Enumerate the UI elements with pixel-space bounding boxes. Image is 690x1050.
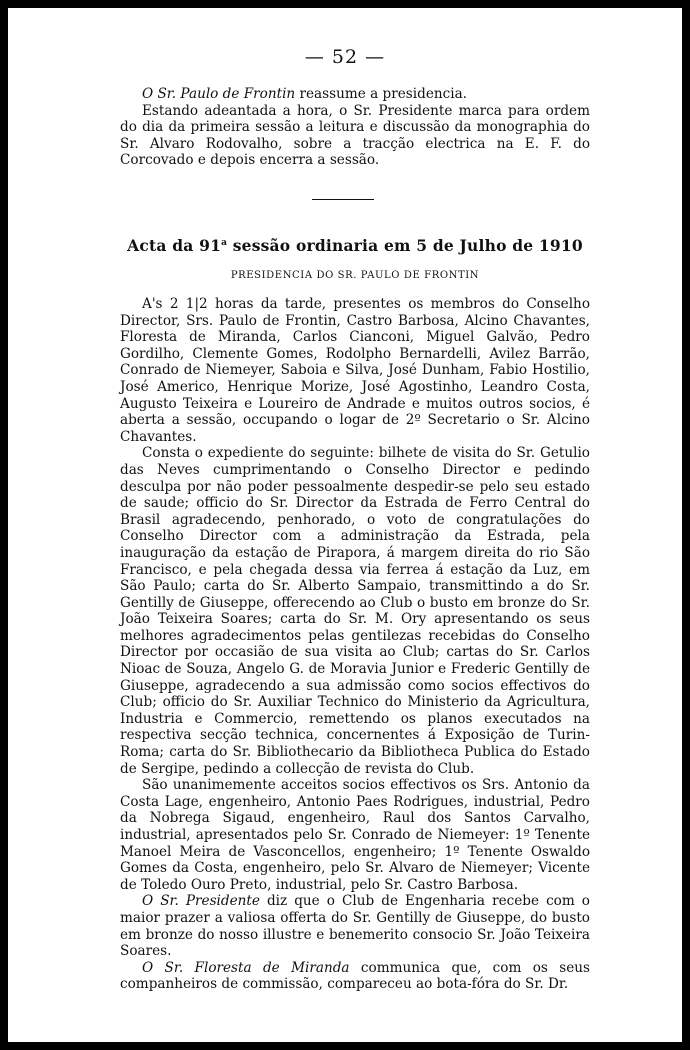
minutes-body <box>120 296 590 993</box>
intro-paragraph-2: Estando adeantada a hora, o Sr. Presidente marca para ordem do dia da primeira sessão a leitura e discussão da monographia do Sr. Alvaro Rodovalho, sobre a tracção electrica na E. F. do Corcovado e depois encerra a sessão. <box>120 102 590 169</box>
intro-speaker-name: O Sr. Paulo de Frontin <box>142 86 296 102</box>
body-paragraph-4 <box>120 893 590 959</box>
presidency-subheading: PRESIDENCIA DO SR. PAULO DE FRONTIN <box>230 270 480 281</box>
section-divider <box>312 199 374 200</box>
intro-paragraph-1-text: reassume a presidencia. <box>295 86 468 102</box>
session-heading <box>120 236 590 255</box>
intro-section <box>120 86 590 169</box>
body-paragraph-4-text: diz que o Club de Engenharia recebe com o maior prazer a valiosa offerta do Sr. Gentilly de Giuseppe, do busto em bronze do nosso illustre e benemerito consocio Sr. João Teixeira Soares. <box>120 893 590 960</box>
page-number: — 52 — <box>304 46 386 68</box>
intro-paragraph-1 <box>120 86 590 103</box>
document-page <box>8 8 682 1042</box>
body-paragraph-2: Consta o expediente do seguinte: bilhete de visita do Sr. Getulio das Neves cumprimentando o Conselho Director e pedindo desculpa por não poder pessoalmente despedir-se pelo seu estado de saude; officio do Sr. Director da Estrada de Ferro Central do Brasil agradecendo, penhorado, o voto de congratulações do Conselho Director com a administração da Estrada, pela inauguração da estação de Pirapora, á margem direita do rio São Francisco, e pela chegada dessa via ferrea á estação da Luz, em São Paulo; carta do Sr. Alberto Sampaio, transmittindo a do Sr. Gentilly de Giuseppe, offerecendo ao Club o busto em bronze do Sr. João Teixeira Soares; carta do Sr. M. Ory apresentando os seus melhores agradecimentos pelas gentilezas recebidas do Conselho Director por occasião de sua visita ao Club; cartas do Sr. Carlos Nioac de Souza, Angelo G. de Moravia Junior e Frederic Gentilly de Giuseppe, agradecendo a sua admissão como socios effectivos do Club; officio do Sr. Auxiliar Technico do Ministerio da Agricultura, Industria e Commercio, remettendo os planos executados na respectiva secção technica, concernentes á Exposição de Turin-Roma; carta do Sr. Bibliothecario da Bibliotheca Publica do Estado de Sergipe, pedindo a collecção de revista do Club. <box>120 445 590 777</box>
body-paragraph-5 <box>120 960 590 993</box>
body-paragraph-3: São unanimemente acceitos socios effectivos os Srs. Antonio da Costa Lage, engenheiro, Antonio Paes Rodrigues, industrial, Pedro da Nobrega Sigaud, engenheiro, Raul dos Santos Carvalho, industrial, apresentados pelo Sr. Conrado de Niemeyer: 1º Tenente Manoel Meira de Vasconcellos, engenheiro; 1º Tenente Oswaldo Gomes da Costa, engenheiro, pelo Sr. Alvaro de Niemeyer; Vicente de Toledo Ouro Preto, industrial, pelo Sr. Castro Barbosa. <box>120 777 590 893</box>
heading-superscript: a <box>221 237 228 248</box>
speaker-name-floresta: O Sr. Floresta de Miranda <box>142 959 350 976</box>
heading-text-after: sessão ordinaria em 5 de Julho de 1910 <box>227 236 583 255</box>
body-paragraph-1: A's 2 1|2 horas da tarde, presentes os membros do Conselho Director, Srs. Paulo de Frontin, Castro Barbosa, Alcino Chavantes, Floresta de Miranda, Carlos Cianconi, Miguel Galvão, Pedro Gordilho, Clemente Gomes, Rodolpho Bernardelli, Avilez Barrão, Conrado de Niemeyer, Saboia e Silva, José Dunham, Fabio Hostilio, José Americo, Henrique Morize, José Agostinho, Leandro Costa, Augusto Teixeira e Loureiro de Andrade e muitos outros socios, é aberta a sessão, occupando o logar de 2º Secretario o Sr. Alcino Chavantes. <box>120 296 590 445</box>
speaker-name-presidente: O Sr. Presidente <box>142 893 260 910</box>
body-paragraph-5-text: communica que, com os seus companheiros de commissão, compareceu ao bota-fóra do Sr. Dr. <box>120 959 590 993</box>
heading-text-before: Acta da 91 <box>127 236 222 255</box>
